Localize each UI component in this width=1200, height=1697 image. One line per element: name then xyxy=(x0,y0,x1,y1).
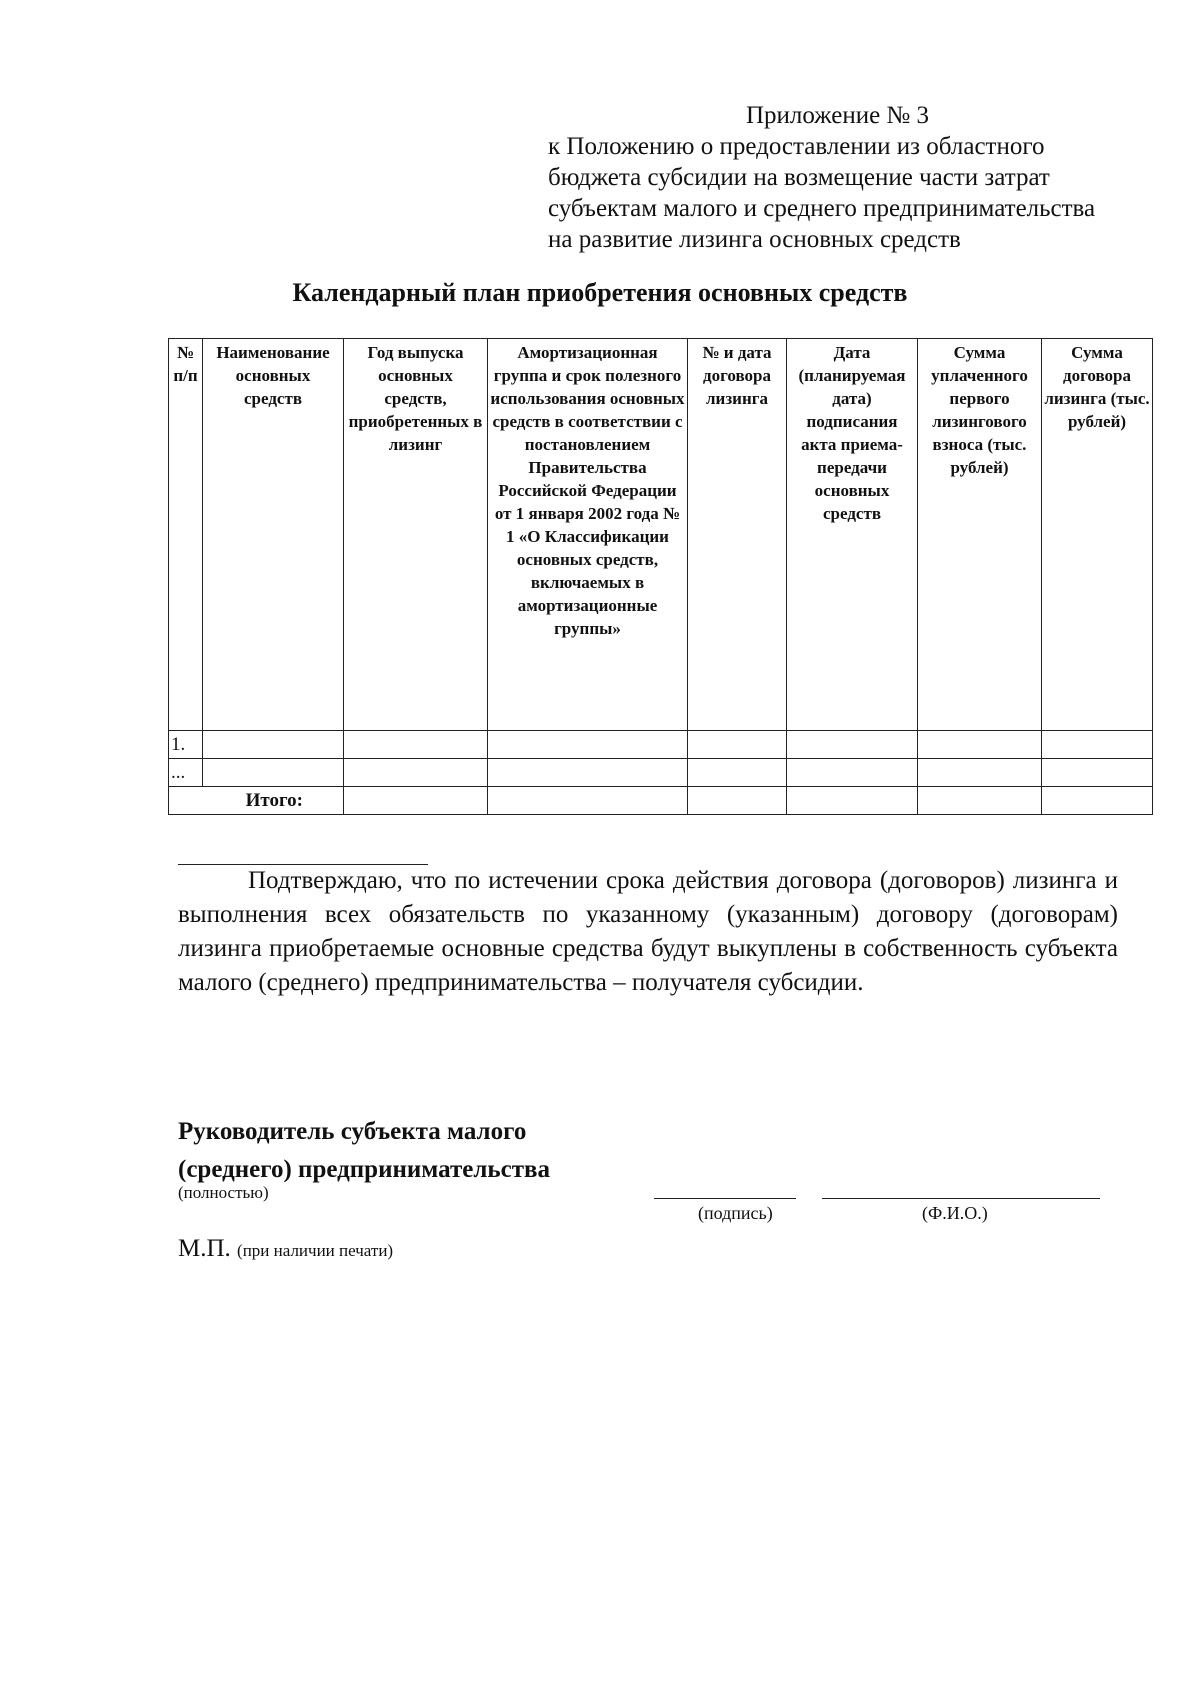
full-name-note: (полностью) xyxy=(178,1183,269,1202)
stamp-block xyxy=(178,1235,393,1263)
fio-line xyxy=(822,1198,1100,1199)
table-cell xyxy=(918,787,1042,815)
table-cell xyxy=(488,787,688,815)
total-label: Итого: xyxy=(169,787,344,815)
table-cell xyxy=(1042,759,1153,787)
signature-line xyxy=(654,1198,796,1199)
confirmation-text: Подтверждаю, что по истечении срока действия договора (договоров) лизинга и выполнения всех обязательств по указанному (указанным) договору (договорам) лизинга приобретаемые основные средства будут выкуплены в собственность субъекта малого (среднего) предпринимательства – получателя субсидии. xyxy=(178,867,1118,996)
table-cell xyxy=(787,787,918,815)
signature-label: (подпись) xyxy=(698,1203,773,1223)
table-cell xyxy=(1042,787,1153,815)
table-cell xyxy=(688,731,787,759)
table-row xyxy=(169,731,1153,759)
table-cell xyxy=(203,731,344,759)
table-cell xyxy=(918,759,1042,787)
col-header-depreciation: Амортизационная группа и срок полезного использования основных средств в соответствии с постановлением Правительства Российской Федерации от 1 января 2002 года № 1 «О Классификации основных средств, включаемых в амортизационные группы» xyxy=(488,339,688,731)
header-row xyxy=(169,339,1153,731)
plan-table xyxy=(168,338,1153,815)
col-header-date: Дата (планируемая дата) подписания акта приема-передачи основных средств xyxy=(787,339,918,731)
table-cell xyxy=(488,731,688,759)
table-cell xyxy=(787,731,918,759)
stamp-label: М.П. xyxy=(178,1235,231,1262)
table-cell xyxy=(787,759,918,787)
annex-number: Приложение № 3 xyxy=(746,102,930,129)
table-row xyxy=(169,759,1153,787)
table-cell xyxy=(688,787,787,815)
table-cell xyxy=(1042,731,1153,759)
table-cell xyxy=(488,759,688,787)
annex-line: к Положению о предоставлении из областного xyxy=(548,133,1045,160)
col-header-contract: № и дата договора лизинга xyxy=(688,339,787,731)
annex-block xyxy=(548,100,1148,255)
col-header-first-payment: Сумма уплаченного первого лизингового взноса (тыс. рублей) xyxy=(918,339,1042,731)
table-cell xyxy=(344,759,488,787)
annex-line: субъектам малого и среднего предпринимательства xyxy=(548,195,1096,222)
stamp-note: (при наличии печати) xyxy=(237,1241,394,1260)
annex-line: бюджета субсидии на возмещение части затрат xyxy=(548,164,1050,191)
signatory-line: (среднего) предпринимательства xyxy=(178,1156,550,1183)
row-num: 1. xyxy=(169,731,203,759)
col-header-contract-sum: Сумма договора лизинга (тыс. рублей) xyxy=(1042,339,1153,731)
table-cell xyxy=(203,759,344,787)
total-row xyxy=(169,787,1153,815)
table-cell xyxy=(918,731,1042,759)
table-cell xyxy=(344,731,488,759)
col-header-year: Год выпуска основных средств, приобретенных в лизинг xyxy=(344,339,488,731)
document-title: Календарный план приобретения основных средств xyxy=(292,278,908,307)
col-header-name: Наименование основных средств xyxy=(203,339,344,731)
table-cell xyxy=(344,787,488,815)
table-cell xyxy=(688,759,787,787)
fio-label: (Ф.И.О.) xyxy=(922,1203,988,1223)
signatory-line: Руководитель субъекта малого xyxy=(178,1118,527,1145)
annex-line: на развитие лизинга основных средств xyxy=(548,226,961,253)
row-num: ... xyxy=(169,759,203,787)
col-header-num: № п/п xyxy=(169,339,203,731)
signatory-title xyxy=(178,1113,550,1189)
